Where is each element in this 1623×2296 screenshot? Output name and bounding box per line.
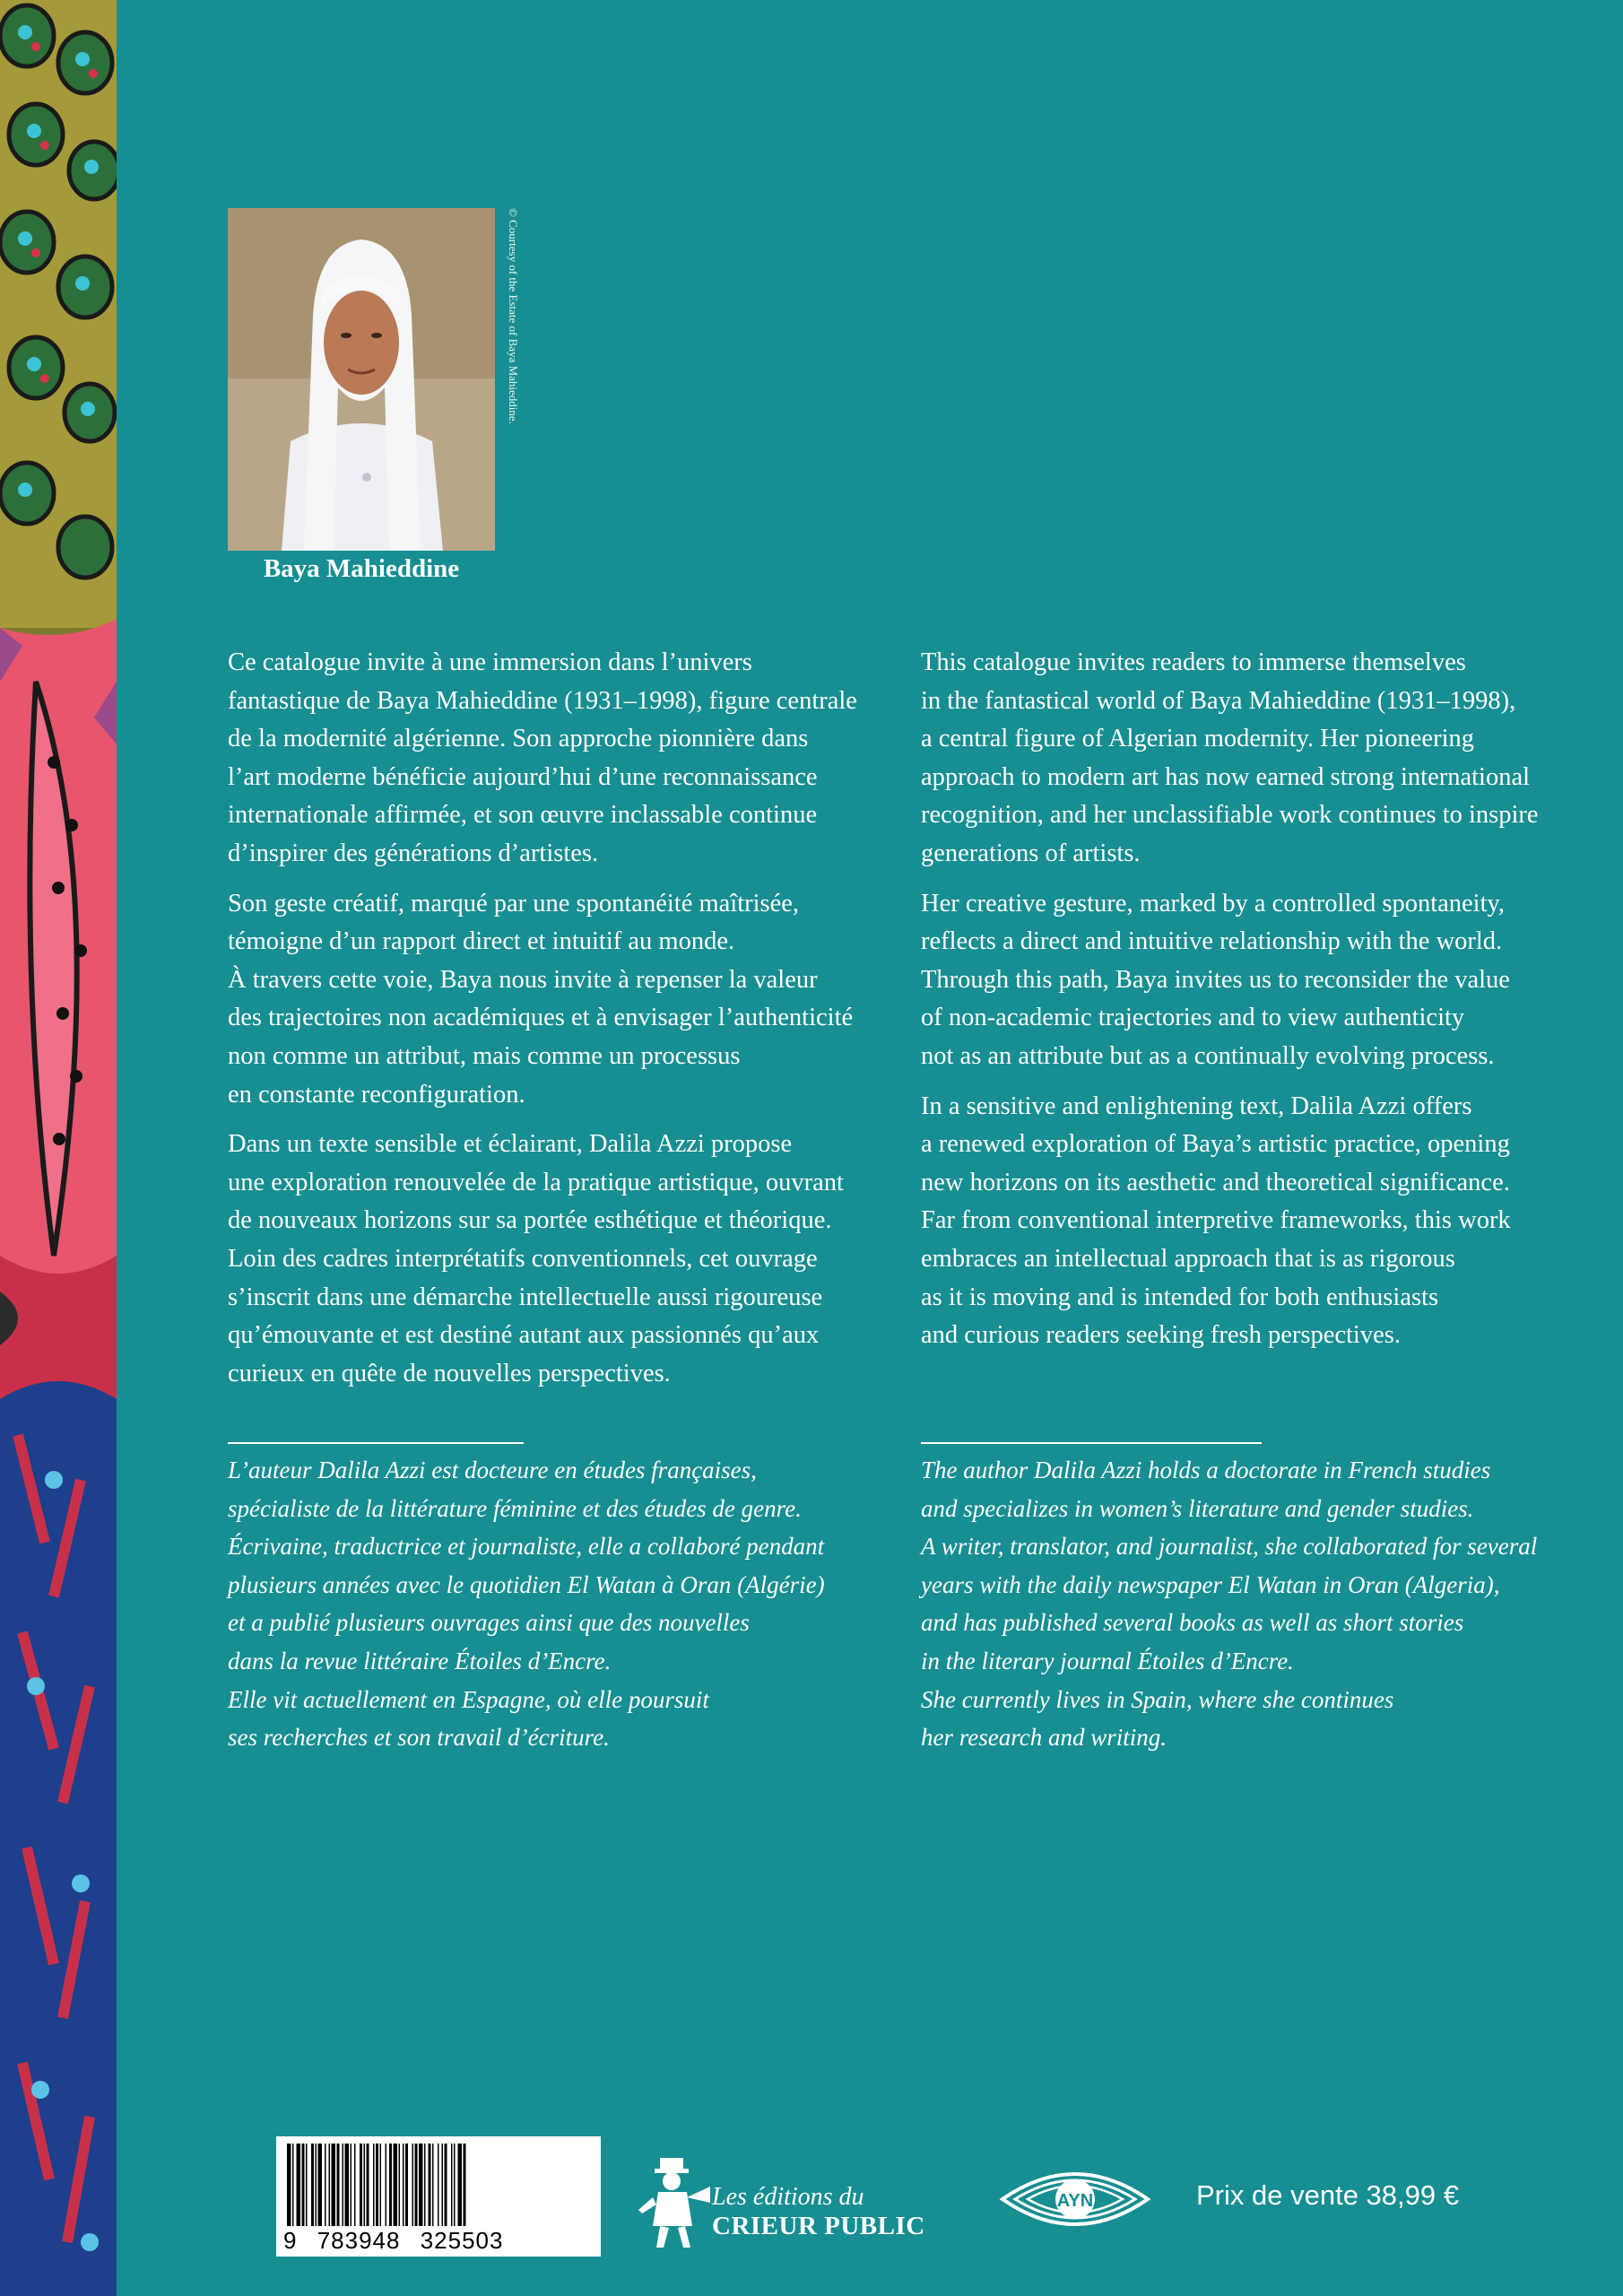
isbn-digit-group: 783948 — [317, 2227, 401, 2254]
bio-line: A writer, translator, and journalist, she collaborated for several — [921, 1533, 1538, 1561]
barcode-bar — [332, 2144, 336, 2226]
text-line: des trajectoires non académiques et à envisager l’authenticité — [228, 1004, 854, 1032]
barcode-bar — [389, 2144, 392, 2226]
text-line: Her creative gesture, marked by a controlled spontaneity, — [921, 889, 1506, 918]
english-paragraph-1 — [921, 644, 1584, 874]
barcode-bar — [287, 2144, 291, 2226]
bio-line: Elle vit actuellement en Espagne, où elle poursuit — [228, 1685, 709, 1713]
text-line: À travers cette voie, Baya nous invite à repenser la valeur — [228, 965, 818, 994]
french-paragraph-1 — [228, 644, 891, 874]
text-line: d’inspirer des générations d’artistes. — [228, 839, 599, 867]
text-line: not as an attribute but as a continually evolving process. — [921, 1041, 1495, 1070]
bio-line: and specializes in women’s literature and gender studies. — [921, 1494, 1474, 1522]
text-line: qu’émouvante et est destiné autant aux passionnés qu’aux — [228, 1321, 820, 1350]
barcode-bar — [442, 2144, 444, 2226]
barcode-bar — [376, 2144, 378, 2226]
french-author-bio — [228, 1451, 891, 1757]
barcode-bar — [306, 2144, 308, 2226]
ayn-logo — [999, 2163, 1151, 2239]
publisher-name-top: Les éditions du — [712, 2183, 864, 2211]
french-paragraph-2 — [228, 885, 891, 1115]
text-line: Ce catalogue invite à une immersion dans l’univers — [228, 648, 752, 676]
text-line: Son geste créatif, marqué par une spontanéité maîtrisée, — [228, 889, 800, 918]
text-line: embraces an intellectual approach that is as rigorous — [921, 1244, 1455, 1273]
bio-line: years with the daily newspaper El Watan in Oran (Algeria), — [921, 1570, 1500, 1598]
text-line: de la modernité algérienne. Son approche pionnière dans — [228, 725, 809, 753]
text-line: non comme un attribut, mais comme un processus — [228, 1041, 741, 1070]
barcode-bar — [394, 2144, 398, 2226]
bio-line: et a publié plusieurs ouvrages ainsi que des nouvelles — [228, 1609, 750, 1637]
isbn-barcode — [276, 2136, 601, 2257]
text-line: reflects a direct and intuitive relationship with the world. — [921, 927, 1503, 956]
barcode-bar — [380, 2144, 382, 2226]
barcode-bar — [454, 2144, 456, 2226]
photo-credit-text: © Courtesy of the Estate of Baya Mahieddine. — [507, 208, 520, 424]
text-line: en constante reconfiguration. — [228, 1080, 525, 1109]
barcode-bars — [287, 2144, 590, 2226]
barcode-bar — [399, 2144, 401, 2226]
text-line: generations of artists. — [921, 839, 1141, 867]
bio-line: in the literary journal Étoiles d’Encre. — [921, 1647, 1294, 1674]
barcode-bar — [424, 2144, 426, 2226]
barcode-bar — [354, 2144, 356, 2226]
bio-line: L’auteur Dalila Azzi est docteure en études françaises, — [228, 1457, 757, 1483]
portrait-image — [228, 208, 495, 551]
barcode-bar — [329, 2144, 331, 2226]
bio-line: and has published several books as well as short stories — [921, 1609, 1464, 1637]
text-line: témoigne d’un rapport direct et intuitif au monde. — [228, 927, 735, 956]
barcode-bar — [311, 2144, 314, 2226]
french-paragraph-3 — [228, 1126, 891, 1393]
text-line: Through this path, Baya invites us to reconsider the value — [921, 965, 1510, 994]
barcode-bar — [360, 2144, 362, 2226]
painting-illustration — [0, 0, 117, 2296]
barcode-bar — [337, 2144, 340, 2226]
barcode-bar — [373, 2144, 375, 2226]
photo-caption: Baya Mahieddine — [263, 554, 460, 583]
english-paragraph-3 — [921, 1088, 1584, 1355]
barcode-bar — [429, 2144, 431, 2226]
barcode-bar — [412, 2144, 414, 2226]
text-line: Loin des cadres interprétatifs conventionnels, cet ouvrage — [228, 1244, 818, 1273]
english-description — [921, 644, 1584, 1367]
bio-line: The author Dalila Azzi holds a doctorate in French studies — [921, 1457, 1491, 1483]
barcode-bar — [403, 2144, 404, 2226]
text-line: Far from conventional interpretive frameworks, this work — [921, 1206, 1511, 1235]
text-line: l’art moderne bénéficie aujourd’hui d’une reconnaissance — [228, 762, 818, 791]
barcode-bar — [451, 2144, 453, 2226]
english-paragraph-2 — [921, 885, 1584, 1076]
french-bio-divider — [228, 1442, 524, 1444]
text-line: de nouveaux horizons sur sa portée esthétique et théorique. — [228, 1206, 832, 1235]
bio-line: Écrivaine, traductrice et journaliste, elle a collaboré pendant — [228, 1533, 825, 1561]
bio-line: her research and writing. — [921, 1724, 1167, 1752]
text-line: new horizons on its aesthetic and theoretical significance. — [921, 1168, 1510, 1196]
isbn-digits — [283, 2227, 516, 2255]
text-line: of non-academic trajectories and to view authenticity — [921, 1004, 1465, 1032]
text-line: internationale affirmée, et son œuvre inclassable continue — [228, 801, 818, 830]
isbn-digit-group: 325503 — [420, 2227, 504, 2254]
bio-line: She currently lives in Spain, where she continues — [921, 1685, 1394, 1713]
text-line: curieux en quête de nouvelles perspectives. — [228, 1359, 671, 1387]
bio-line: dans la revue littéraire Étoiles d’Encre. — [228, 1647, 612, 1674]
bio-line: ses recherches et son travail d’écriture. — [228, 1724, 610, 1752]
barcode-bar — [405, 2144, 408, 2226]
text-line: une exploration renouvelée de la pratique artistique, ouvrant — [228, 1168, 844, 1196]
barcode-bar — [458, 2144, 463, 2226]
barcode-bar — [432, 2144, 434, 2226]
english-bio-divider — [921, 1442, 1262, 1444]
barcode-bar — [302, 2144, 305, 2226]
barcode-bar — [292, 2144, 294, 2226]
text-line: recognition, and her unclassifiable work continues to inspire — [921, 801, 1539, 830]
barcode-bar — [343, 2144, 344, 2226]
publisher-logo — [633, 2152, 947, 2251]
text-line: a central figure of Algerian modernity. Her pioneering — [921, 725, 1474, 753]
portrait-photo — [228, 208, 495, 551]
barcode-bar — [438, 2144, 439, 2226]
text-line: as it is moving and is intended for both enthusiasts — [921, 1283, 1439, 1311]
bio-line: plusieurs années avec le quotidien El Watan à Oran (Algérie) — [228, 1570, 825, 1598]
barcode-bar — [464, 2144, 466, 2226]
text-line: In a sensitive and enlightening text, Dalila Azzi offers — [921, 1091, 1472, 1120]
english-author-bio — [921, 1451, 1584, 1757]
text-line: a renewed exploration of Baya’s artistic practice, opening — [921, 1130, 1510, 1159]
text-line: in the fantastical world of Baya Mahieddine (1931–1998), — [921, 686, 1516, 715]
barcode-bar — [351, 2144, 352, 2226]
barcode-bar — [297, 2144, 301, 2226]
barcode-bar — [445, 2144, 447, 2226]
publisher-name-bottom: CRIEUR PUBLIC — [712, 2212, 925, 2240]
barcode-bar — [316, 2144, 317, 2226]
text-line: and curious readers seeking fresh perspectives. — [921, 1321, 1401, 1350]
barcode-bar — [318, 2144, 323, 2226]
barcode-bar — [345, 2144, 350, 2226]
isbn-digit-group: 9 — [283, 2227, 298, 2254]
text-line: approach to modern art has now earned strong international — [921, 762, 1531, 791]
text-line: This catalogue invites readers to immerse themselves — [921, 648, 1466, 676]
ayn-logo-text: AYN — [1056, 2191, 1094, 2211]
town-crier-icon — [633, 2152, 714, 2251]
sale-price: Prix de vente 38,99 € — [1196, 2179, 1459, 2211]
text-line: Dans un texte sensible et éclairant, Dalila Azzi propose — [228, 1130, 793, 1159]
barcode-bar — [325, 2144, 326, 2226]
barcode-bar — [367, 2144, 369, 2226]
text-line: fantastique de Baya Mahieddine (1931–1998), figure centrale — [228, 686, 857, 715]
photo-credit — [504, 208, 524, 468]
barcode-bar — [364, 2144, 366, 2226]
bio-line: spécialiste de la littérature féminine et des études de genre. — [228, 1494, 802, 1522]
barcode-bar — [419, 2144, 423, 2226]
eye-logo-icon — [999, 2163, 1151, 2235]
painting-strip — [0, 0, 117, 2296]
french-description — [228, 644, 891, 1405]
barcode-bar — [415, 2144, 418, 2226]
text-line: s’inscrit dans une démarche intellectuelle aussi rigoureuse — [228, 1283, 823, 1311]
barcode-bar — [386, 2144, 387, 2226]
